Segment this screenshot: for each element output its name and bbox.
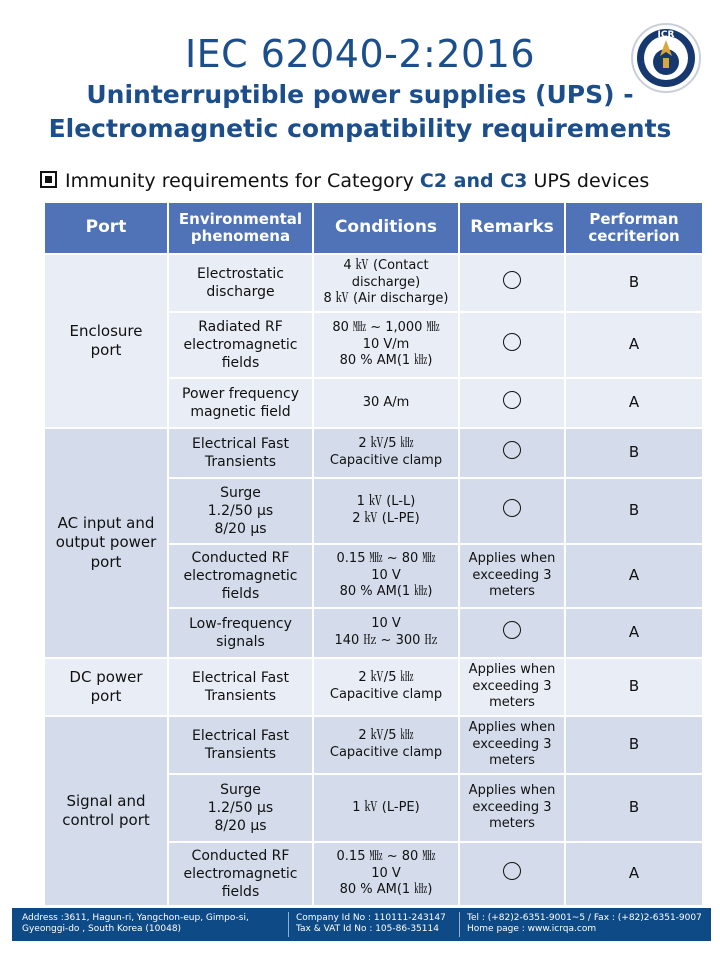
port-cell-dc-power: DC power port <box>44 658 168 716</box>
conditions-cell: 30 A/m <box>313 378 459 428</box>
conditions-cell: 10 V 140 ㎐ ~ 300 ㎐ <box>313 608 459 658</box>
circle-mark-icon <box>503 621 521 639</box>
page-subtitle-line1: Uninterruptible power supplies (UPS) - <box>86 80 634 109</box>
performance-cell: A <box>565 312 703 378</box>
performance-cell: B <box>565 428 703 478</box>
page-header <box>0 0 720 160</box>
conditions-cell: 2 ㎸/5 ㎑ Capacitive clamp <box>313 658 459 716</box>
performance-cell: A <box>565 378 703 428</box>
performance-cell: B <box>565 774 703 842</box>
col-header-port: Port <box>44 202 168 254</box>
col-header-remarks: Remarks <box>459 202 565 254</box>
remarks-cell <box>459 478 565 544</box>
port-cell-signal-control: Signal and control port <box>44 716 168 906</box>
remarks-cell <box>459 254 565 312</box>
footer-divider <box>288 912 289 937</box>
phenomena-cell: Electrical Fast Transients <box>168 716 313 774</box>
phenomena-cell: Conducted RF electromagnetic fields <box>168 842 313 906</box>
port-cell-ac-power: AC input and output power port <box>44 428 168 658</box>
remarks-cell: Applies when exceeding 3 meters <box>459 716 565 774</box>
circle-mark-icon <box>503 391 521 409</box>
footer-divider <box>459 912 460 937</box>
remarks-cell <box>459 312 565 378</box>
col-header-conditions: Conditions <box>313 202 459 254</box>
remarks-cell <box>459 608 565 658</box>
conditions-cell: 1 ㎸ (L-PE) <box>313 774 459 842</box>
conditions-cell: 2 ㎸/5 ㎑ Capacitive clamp <box>313 428 459 478</box>
circle-mark-icon <box>503 862 521 880</box>
performance-cell: A <box>565 544 703 608</box>
remarks-cell <box>459 378 565 428</box>
conditions-cell: 2 ㎸/5 ㎑ Capacitive clamp <box>313 716 459 774</box>
table-row <box>44 254 703 312</box>
phenomena-cell: Radiated RF electromagnetic fields <box>168 312 313 378</box>
remarks-cell: Applies when exceeding 3 meters <box>459 658 565 716</box>
section-heading <box>40 170 649 192</box>
footer-company-ids: Company Id No : 110111-243147 Tax & VAT Id No : 105-86-35114 <box>296 913 446 934</box>
section-heading-highlight: C2 and C3 <box>419 170 528 192</box>
col-header-performance: Performan cecriterion <box>565 202 703 254</box>
page-title: IEC 62040-2:2016 <box>184 32 536 76</box>
logo-text: ICR <box>657 30 675 40</box>
phenomena-cell: Surge 1.2/50 μs 8/20 μs <box>168 774 313 842</box>
page-footer <box>12 908 711 941</box>
performance-cell: B <box>565 254 703 312</box>
remarks-cell <box>459 428 565 478</box>
table-row <box>44 716 703 774</box>
performance-cell: B <box>565 478 703 544</box>
page-subtitle-line2: Electromagnetic compatibility requirements <box>48 114 672 143</box>
table-header-row <box>44 202 703 254</box>
remarks-cell: Applies when exceeding 3 meters <box>459 544 565 608</box>
performance-cell: B <box>565 716 703 774</box>
performance-cell: A <box>565 608 703 658</box>
conditions-cell: 0.15 ㎒ ~ 80 ㎒ 10 V 80 % AM(1 ㎑) <box>313 544 459 608</box>
port-cell-enclosure: Enclosure port <box>44 254 168 428</box>
section-heading-prefix: Immunity requirements for Category <box>65 170 420 192</box>
conditions-cell: 0.15 ㎒ ~ 80 ㎒ 10 V 80 % AM(1 ㎑) <box>313 842 459 906</box>
phenomena-cell: Electrical Fast Transients <box>168 428 313 478</box>
table-row <box>44 428 703 478</box>
remarks-cell: Applies when exceeding 3 meters <box>459 774 565 842</box>
conditions-cell: 1 ㎸ (L-L) 2 ㎸ (L-PE) <box>313 478 459 544</box>
phenomena-cell: Low-frequency signals <box>168 608 313 658</box>
footer-contact: Tel : (+82)2-6351-9001~5 / Fax : (+82)2-6351-9007 Home page : www.icrqa.com <box>467 913 702 934</box>
phenomena-cell: Surge 1.2/50 μs 8/20 μs <box>168 478 313 544</box>
performance-cell: B <box>565 658 703 716</box>
phenomena-cell: Power frequency magnetic field <box>168 378 313 428</box>
col-header-phenomena: Environmental phenomena <box>168 202 313 254</box>
phenomena-cell: Conducted RF electromagnetic fields <box>168 544 313 608</box>
circle-mark-icon <box>503 271 521 289</box>
phenomena-cell: Electrostatic discharge <box>168 254 313 312</box>
immunity-requirements-table <box>43 201 704 907</box>
circle-mark-icon <box>503 441 521 459</box>
phenomena-cell: Electrical Fast Transients <box>168 658 313 716</box>
square-bullet-icon <box>40 171 57 188</box>
circle-mark-icon <box>503 499 521 517</box>
circle-mark-icon <box>503 333 521 351</box>
conditions-cell: 4 ㎸ (Contact discharge) 8 ㎸ (Air discharge) <box>313 254 459 312</box>
table-row <box>44 658 703 716</box>
remarks-cell <box>459 842 565 906</box>
footer-address: Address :3611, Hagun-ri, Yangchon-eup, Gimpo-si, Gyeonggi-do , South Korea (10048) <box>22 913 249 934</box>
performance-cell: A <box>565 842 703 906</box>
section-heading-suffix: UPS devices <box>527 170 650 192</box>
icr-logo <box>630 22 702 94</box>
conditions-cell: 80 ㎒ ~ 1,000 ㎒ 10 V/m 80 % AM(1 ㎑) <box>313 312 459 378</box>
